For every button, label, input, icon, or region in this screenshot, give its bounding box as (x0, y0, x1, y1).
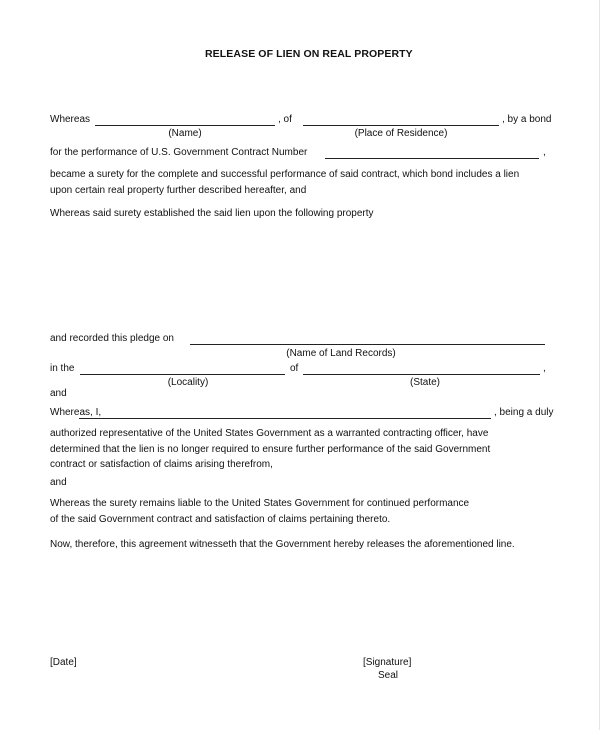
state-field-line[interactable] (303, 374, 540, 375)
contract-number-label: for the performance of U.S. Government Contract Number (50, 147, 308, 158)
document-title: RELEASE OF LIEN ON REAL PROPERTY (205, 48, 413, 60)
para5: Now, therefore, this agreement witnesseth that the Government hereby releases the aforementioned line. (50, 539, 515, 550)
para4-line2: of the said Government contract and satisfaction of claims pertaining thereto. (50, 514, 391, 525)
in-the-label: in the (50, 363, 75, 374)
whereas-label: Whereas (50, 114, 91, 125)
recorded-label: and recorded this pledge on (50, 333, 174, 344)
residence-caption: (Place of Residence) (354, 128, 448, 139)
state-caption: (State) (409, 377, 440, 388)
name-caption: (Name) (168, 128, 202, 139)
contract-number-field-line[interactable] (325, 158, 539, 159)
date-placeholder: [Date] (50, 657, 77, 668)
para3-line2: determined that the lien is no longer required to ensure further performance of the said Government (50, 444, 491, 455)
and-2: and (50, 477, 67, 488)
para3-line1: authorized representative of the United States Government as a warranted contracting officer, have (50, 428, 489, 439)
seal-label: Seal (378, 670, 399, 681)
para2: Whereas said surety established the said lien upon the following property (50, 208, 374, 219)
by-bond-label: , by a bond (502, 114, 552, 125)
land-records-field-line[interactable] (190, 344, 545, 345)
signature-placeholder: [Signature] (363, 657, 412, 668)
para1-line2: upon certain real property further described hereafter, and (50, 185, 307, 196)
land-records-caption: (Name of Land Records) (286, 348, 396, 359)
locality-field-line[interactable] (80, 374, 285, 375)
para3-line3: contract or satisfaction of claims arising therefrom, (50, 459, 273, 470)
para1-line1: became a surety for the complete and successful performance of said contract, which bond includes a lien (50, 169, 520, 180)
in-the-comma: , (543, 363, 546, 374)
contract-number-comma: , (543, 147, 546, 158)
whereas-i-label: Whereas, I, (50, 407, 102, 418)
locality-caption: (Locality) (167, 377, 209, 388)
of-label: , of (278, 114, 292, 125)
in-the-of-label: of (290, 363, 299, 374)
residence-field-line[interactable] (303, 125, 499, 126)
being-duly-label: , being a duly (494, 407, 554, 418)
officer-name-field-line[interactable] (79, 418, 491, 419)
name-field-line[interactable] (95, 125, 275, 126)
para4-line1: Whereas the surety remains liable to the United States Government for continued performance (50, 498, 470, 509)
and-1: and (50, 388, 67, 399)
